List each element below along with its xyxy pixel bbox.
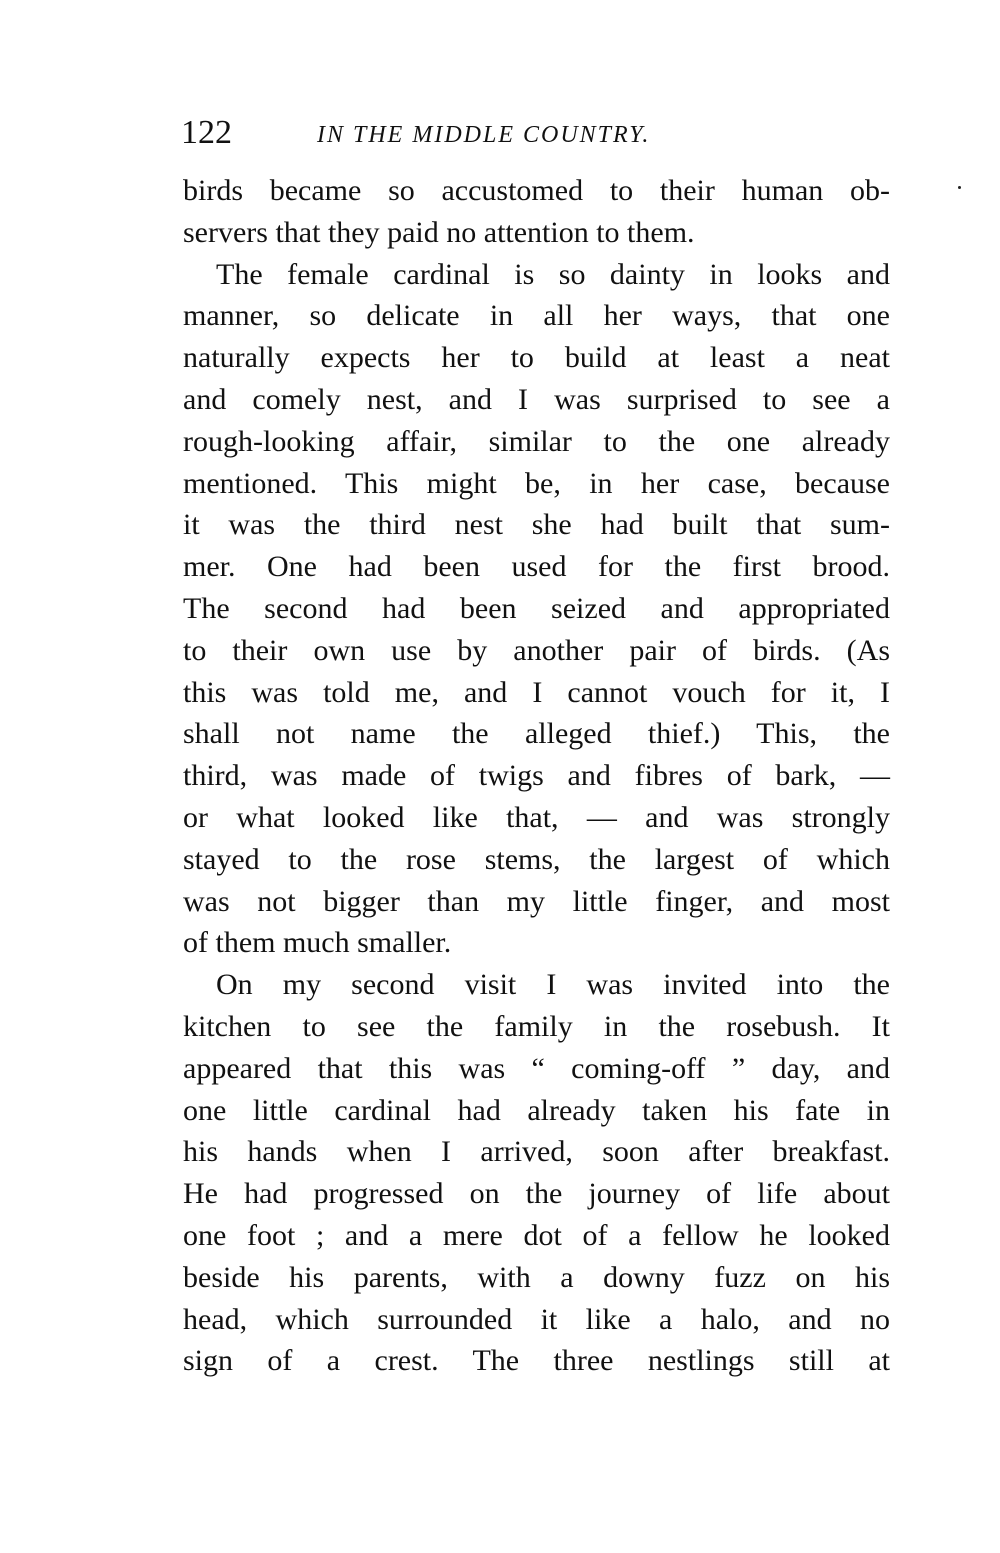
text-line: kitchen to see the family in the rosebush. It xyxy=(183,1009,890,1043)
text-line: He had progressed on the journey of life about xyxy=(183,1177,890,1211)
text-line: of them much smaller. xyxy=(183,926,452,960)
text-line: naturally expects her to build at least a neat xyxy=(183,341,890,375)
text-line: his hands when I arrived, soon after breakfast. xyxy=(183,1135,890,1169)
text-line: shall not name the alleged thief.) This, the xyxy=(183,717,890,751)
text-line: birds became so accustomed to their human ob- xyxy=(183,174,890,207)
text-line: it was the third nest she had built that sum- xyxy=(183,508,890,542)
text-line: servers that they paid no attention to them. xyxy=(183,215,695,249)
running-title: IN THE MIDDLE COUNTRY. xyxy=(317,122,651,148)
text-line: sign of a crest. The three nestlings still at xyxy=(183,1344,890,1378)
text-line: third, was made of twigs and fibres of bark, — xyxy=(183,759,890,793)
text-line: stayed to the rose stems, the largest of which xyxy=(183,842,890,876)
text-line: one foot ; and a mere dot of a fellow he looked xyxy=(183,1218,890,1252)
text-line: or what looked like that, — and was strongly xyxy=(183,800,890,834)
page-number: 122 xyxy=(181,114,232,151)
text-line: appeared that this was “ coming-off ” day, and xyxy=(183,1051,890,1085)
text-line: one little cardinal had already taken his fate in xyxy=(183,1093,890,1127)
text-line: The female cardinal is so dainty in looks and xyxy=(216,257,890,291)
margin-mark xyxy=(958,186,961,189)
text-line: The second had been seized and appropriated xyxy=(183,591,890,625)
text-line: mentioned. This might be, in her case, because xyxy=(183,466,890,500)
text-line: and comely nest, and I was surprised to see a xyxy=(183,382,890,416)
running-head xyxy=(181,108,891,158)
text-line: manner, so delicate in all her ways, that one xyxy=(183,299,890,333)
text-line: was not bigger than my little finger, and most xyxy=(183,884,890,918)
text-line: rough-looking affair, similar to the one already xyxy=(183,424,890,458)
text-line: head, which surrounded it like a halo, and no xyxy=(183,1302,890,1336)
text-line: this was told me, and I cannot vouch for it, I xyxy=(183,675,890,709)
text-line: mer. One had been used for the first brood. xyxy=(183,550,890,584)
body-text xyxy=(183,170,890,1382)
text-line: On my second visit I was invited into the xyxy=(216,968,890,1002)
text-line: beside his parents, with a downy fuzz on his xyxy=(183,1260,890,1294)
text-line: to their own use by another pair of birds. (As xyxy=(183,633,890,667)
